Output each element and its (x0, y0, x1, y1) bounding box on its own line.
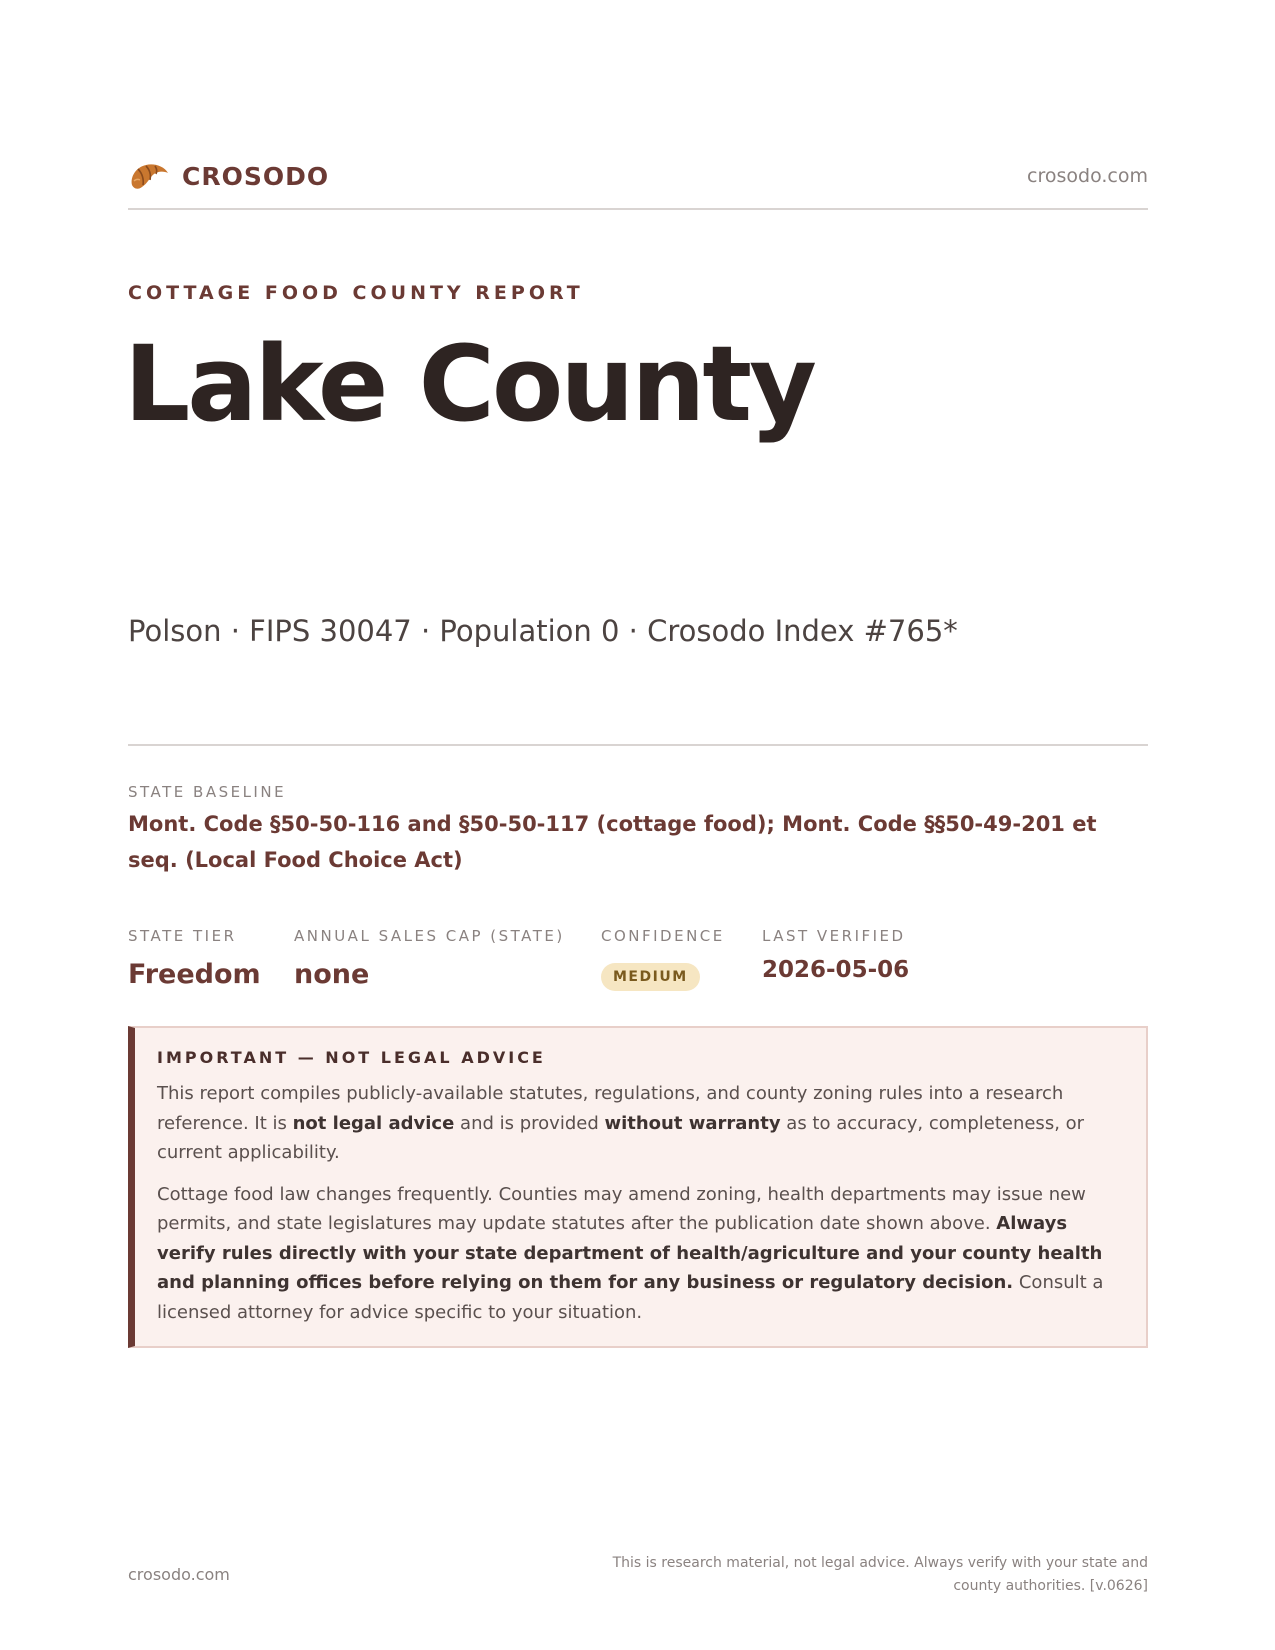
section-divider (128, 744, 1148, 746)
notice-bold: Always verify rules directly with your state department of health/agriculture and your county health and planning offices before relying on them for any business or regulatory decision. (157, 1213, 1103, 1293)
last-verified-label: LAST VERIFIED (762, 927, 906, 945)
notice-text: and is provided (454, 1112, 605, 1134)
brand-name: CROSODO (182, 161, 330, 191)
footer-disclaimer: This is research material, not legal advice. Always verify with your state and county authorities. [v.0626] (612, 1555, 1148, 1594)
legal-notice (128, 1026, 1148, 1348)
notice-text: This report compiles publicly-available statutes, regulations, and county zoning rules into a research reference. It is (157, 1083, 1064, 1134)
notice-bold: without warranty (604, 1112, 781, 1134)
notice-bold: not legal advice (292, 1112, 455, 1134)
page-header (128, 158, 1148, 210)
notice-text: as to accuracy, completeness, or current applicability. (157, 1112, 1085, 1163)
last-verified-value: 2026-05-06 (762, 957, 910, 983)
notice-text: Cottage food law changes frequently. Counties may amend zoning, health departments may issue new permits, and state legislatures may update statutes after the publication date shown above. (157, 1183, 1086, 1234)
fact-last-verified (762, 927, 909, 983)
state-tier-label: STATE TIER (128, 927, 237, 945)
footer-url[interactable]: crosodo.com (128, 1565, 230, 1584)
state-tier-value: Freedom (128, 959, 261, 990)
report-eyebrow: COTTAGE FOOD COUNTY REPORT (128, 282, 584, 304)
confidence-label: CONFIDENCE (601, 927, 725, 945)
county-subtitle: Polson · FIPS 30047 · Population 0 · Crosodo Index #765* (128, 614, 958, 648)
fact-sales-cap (294, 927, 565, 990)
state-baseline-label: STATE BASELINE (128, 783, 287, 801)
fact-confidence (601, 927, 725, 991)
fact-state-tier (128, 927, 261, 990)
legal-notice-paragraph-1 (157, 1079, 1124, 1168)
county-title: Lake County (124, 323, 814, 445)
confidence-badge: MEDIUM (601, 963, 700, 991)
croissant-icon (128, 157, 170, 195)
sales-cap-label: ANNUAL SALES CAP (STATE) (294, 927, 565, 945)
brand (128, 157, 329, 195)
legal-notice-title: IMPORTANT — NOT LEGAL ADVICE (157, 1048, 546, 1067)
state-baseline-text: Mont. Code §50-50-116 and §50-50-117 (cottage food); Mont. Code §§50-49-201 et seq. (Local Food Choice Act) (128, 812, 1097, 872)
legal-notice-paragraph-2 (157, 1180, 1124, 1328)
notice-text: Consult a licensed attorney for advice specific to your situation. (157, 1272, 1104, 1323)
site-url[interactable]: crosodo.com (1027, 165, 1148, 187)
sales-cap-value: none (294, 959, 370, 990)
